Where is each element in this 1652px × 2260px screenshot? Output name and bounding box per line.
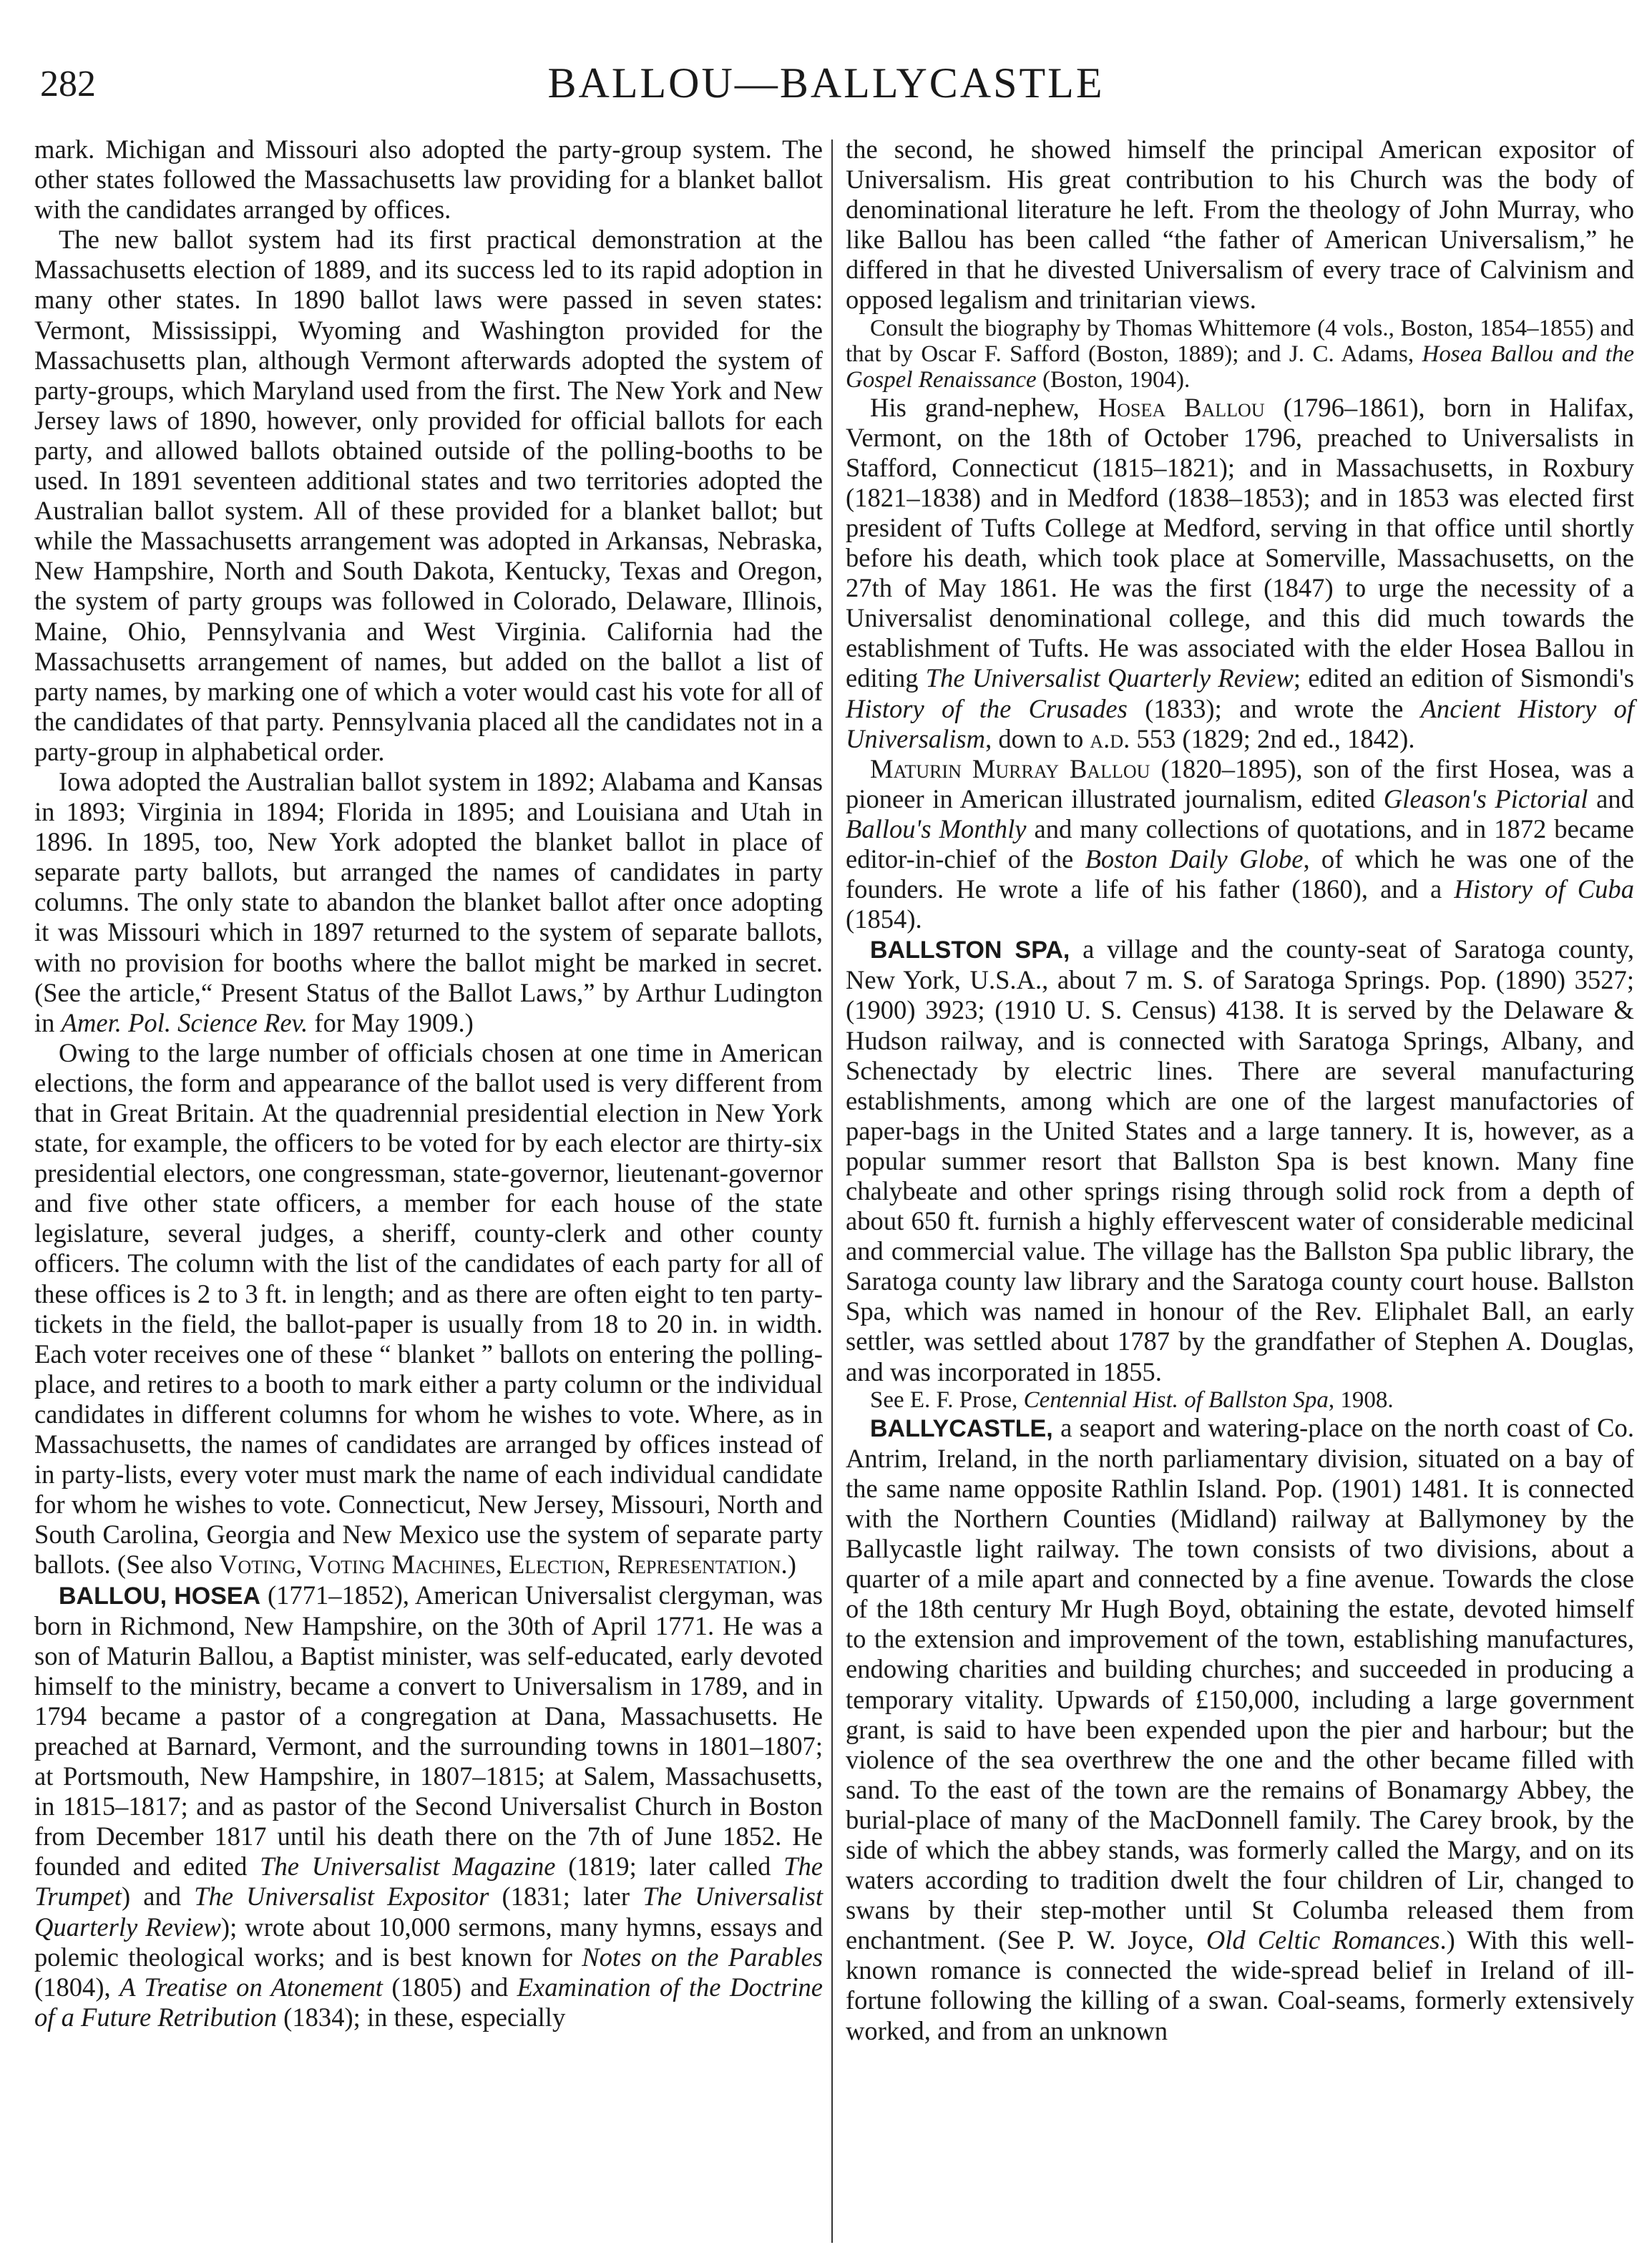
column-divider: [831, 140, 833, 2243]
entry-headword: BALLYCASTLE,: [870, 1414, 1053, 1442]
paragraph: the second, he showed himself the principal American expositor of Universalism. His great contribution to his Church was the body of denominational literature he left. From the theology of John Murray, who like Ballou has been called “the father of American Universalism,” he differed in that he divested Universalism of every trace of Calvinism and opposed legalism and trinitarian views.: [846, 134, 1634, 315]
entry-ballycastle: BALLYCASTLE, a seaport and watering-place on the north coast of Co. Antrim, Ireland, in the north parliamentary division, situated on a bay of the same name opposite Rathlin Island. Pop. (1901) 1481. It is connected with the Northern Counties (Midland) railway at Ballymoney by the Ballycastle light railway. The town consists of two divisions, about a quarter of a mile apart and connected by a fine avenue. Towards the close of the 18th century Mr Hugh Boyd, obtaining the estate, devoted himself to the extension and improvement of the town, establishing manufactures, endowing charities and building churches; and succeeded in producing a temporary vitality. Upwards of £150,000, including a large government grant, is said to have been expended upon the pier and harbour; but the violence of the sea overthrew the one and the other became filled with sand. To the east of the town are the remains of Bonamargy Abbey, the burial-place of many of the MacDonnell family. The Carey brook, by the side of which the abbey stands, was formerly called the Margy, and on its waters according to tradition dwelt the four children of Lir, changed to swans by their step-mother until St Columba released them from enchantment. (See P. W. Joyce, Old Celtic Romances.) With this well-known romance is connected the wide-spread belief in Ireland of ill-fortune following the killing of a swan. Coal-seams, formerly extensively worked, and from an unknown: [846, 1412, 1634, 2045]
person-name: Maturin Murray Ballou: [870, 753, 1150, 783]
entry-ballston-spa: BALLSTON SPA, a village and the county-seat of Saratoga county, New York, U.S.A., about 7 m. S. of Saratoga Springs. Pop. (1890) 3527; (1900) 3923; (1910 U. S. Census) 4138. It is served by the Delaware & Hudson railway, and is connected with Saratoga Springs, Albany, and Schenectady by electric lines. There are several manufacturing establishments, among which are one of the largest manufactories of paper-bags in the United States and a large tannery. It is, however, as a popular summer resort that Ballston Spa is best known. Many fine chalybeate and other springs rising through solid rock from a depth of about 650 ft. furnish a highly effervescent water of considerable medicinal and commercial value. The village has the Ballston Spa public library, the Saratoga county law library and the Saratoga county court house. Ballston Spa, which was named in honour of the Rev. Eliphalet Ball, an early settler, was settled about 1787 by the grandfather of Stephen A. Douglas, and was incorporated in 1855.: [846, 934, 1634, 1386]
right-column: [846, 134, 1634, 2046]
paragraph: His grand-nephew, Hosea Ballou (1796–1861), born in Halifax, Vermont, on the 18th of October 1796, preached to Universalists in Stafford, Connecticut (1815–1821); and in Massachusetts, in Roxbury (1821–1838) and in Medford (1838–1853); and in 1853 was elected first president of Tufts College at Medford, serving in that office until shortly before his death, which took place at Somerville, Massachusetts, on the 27th of May 1861. He was the first (1847) to urge the necessity of a Universalist denominational college, and this did much towards the establishment of Tufts. He was associated with the elder Hosea Ballou in editing The Universalist Quarterly Review; edited an edition of Sismondi's History of the Crusades (1833); and wrote the Ancient History of Universalism, down to a.d. 553 (1829; 2nd ed., 1842).: [846, 392, 1634, 753]
page-header: [37, 59, 1615, 123]
running-head: BALLOU—BALLYCASTLE: [547, 59, 1105, 107]
entry-headword: BALLOU, HOSEA: [59, 1582, 261, 1610]
paragraph: The new ballot system had its first practical demonstration at the Massachusetts election of 1889, and its success led to its rapid adoption in many other states. In 1890 ballot laws were passed in seven states: Vermont, Mississippi, Wyoming and Washington provided for the Massachusetts plan, although Vermont afterwards adopted the system of party-groups, which Maryland used from the first. The New York and New Jersey laws of 1890, however, only provided for official ballots for each party, and allowed ballots obtained outside of the polling-booths to be used. In 1891 seventeen additional states and two territories adopted the Australian ballot system. All of these provided for a blanket ballot; but while the Massachusetts arrangement was adopted in Arkansas, Nebraska, New Hampshire, North and South Dakota, Kentucky, Texas and Oregon, the system of party groups was followed in Colorado, Delaware, Illinois, Maine, Ohio, Pennsylvania and West Virginia. California had the Massachusetts arrangement of names, but added on the ballot a list of party names, by marking one of which a voter would cast his vote for all of the candidates of that party. Pennsylvania placed all the candidates not in a party-group in alphabetical order.: [34, 225, 823, 766]
paragraph: Owing to the large number of officials chosen at one time in American elections, the form and appearance of the ballot used is very different from that in Great Britain. At the quadrennial presidential election in New York state, for example, the officers to be voted for by each elector are thirty-six presidential electors, one congressman, state-governor, lieutenant-governor and five other state officers, a member for each house of the state legislature, several judges, a sheriff, county-clerk and other county officers. The column with the list of the candidates of each party for all of these offices is 2 to 3 ft. in length; and as there are often eight to ten party-tickets in the field, the ballot-paper is usually from 18 to 20 in. in width. Each voter receives one of these “ blanket ” ballots on entering the polling-place, and retires to a booth to mark either a party column or the individual candidates in different columns for whom he wishes to vote. Where, as in Massachusetts, the names of candidates are arranged by offices instead of in party-lists, every voter must mark the name of each individual candidate for whom he wishes to vote. Connecticut, New Jersey, Missouri, North and South Carolina, Georgia and New Mexico use the system of separate party ballots. (See also Voting, Voting Machines, Election, Representation.): [34, 1037, 823, 1580]
bibliography-note: Consult the biography by Thomas Whittemore (4 vols., Boston, 1854–1855) and that by Oscar F. Safford (Boston, 1889); and J. C. Adams, Hosea Ballou and the Gospel Renaissance (Boston, 1904).: [846, 315, 1634, 393]
person-name: Hosea Ballou: [1098, 392, 1265, 422]
paragraph: Iowa adopted the Australian ballot system in 1892; Alabama and Kansas in 1893; Virginia in 1894; Florida in 1895; and Louisiana and Utah in 1896. In 1895, too, New York adopted the blanket ballot in place of separate party ballots, but arranged the names of candidates in party columns. The only state to abandon the blanket ballot after once adopting it was Missouri which in 1897 returned to the system of separate ballots, with no provision for booths where the ballot might be marked in secret. (See the article,“ Present Status of the Ballot Laws,” by Arthur Ludington in Amer. Pol. Science Rev. for May 1909.): [34, 766, 823, 1037]
entry-ballou-hosea: BALLOU, HOSEA (1771–1852), American Universalist clergyman, was born in Richmond, New Hampshire, on the 30th of April 1771. He was a son of Maturin Ballou, a Baptist minister, was self-educated, early devoted himself to the ministry, became a convert to Universalism in 1789, and in 1794 became a pastor of a congregation at Dana, Massachusetts. He preached at Barnard, Vermont, and the surrounding towns in 1801–1807; at Portsmouth, New Hampshire, in 1807–1815; at Salem, Massachusetts, in 1815–1817; and as pastor of the Second Universalist Church in Boston from December 1817 until his death there on the 7th of June 1852. He founded and edited The Universalist Magazine (1819; later called The Trumpet) and The Universalist Expositor (1831; later The Universalist Quarterly Review); wrote about 10,000 sermons, many hymns, essays and polemic theological works; and is best known for Notes on the Parables (1804), A Treatise on Atonement (1805) and Examination of the Doctrine of a Future Retribution (1834); in these, especially: [34, 1580, 823, 2032]
page-number: 282: [40, 64, 96, 104]
entry-headword: BALLSTON SPA,: [870, 936, 1070, 964]
cross-reference: Voting, Voting Machines, Election, Representation.: [219, 1550, 788, 1580]
paragraph: mark. Michigan and Missouri also adopted the party-group system. The other states followed the Massachusetts law providing for a blanket ballot with the candidates arranged by offices.: [34, 134, 823, 225]
left-column: [34, 134, 823, 2032]
bibliography-note: See E. F. Prose, Centennial Hist. of Ballston Spa, 1908.: [870, 1386, 1394, 1413]
paragraph: Maturin Murray Ballou (1820–1895), son of the first Hosea, was a pioneer in American illustrated journalism, edited Gleason's Pictorial and Ballou's Monthly and many collections of quotations, and in 1872 became editor-in-chief of the Boston Daily Globe, of which he was one of the founders. He wrote a life of his father (1860), and a History of Cuba (1854).: [846, 753, 1634, 934]
